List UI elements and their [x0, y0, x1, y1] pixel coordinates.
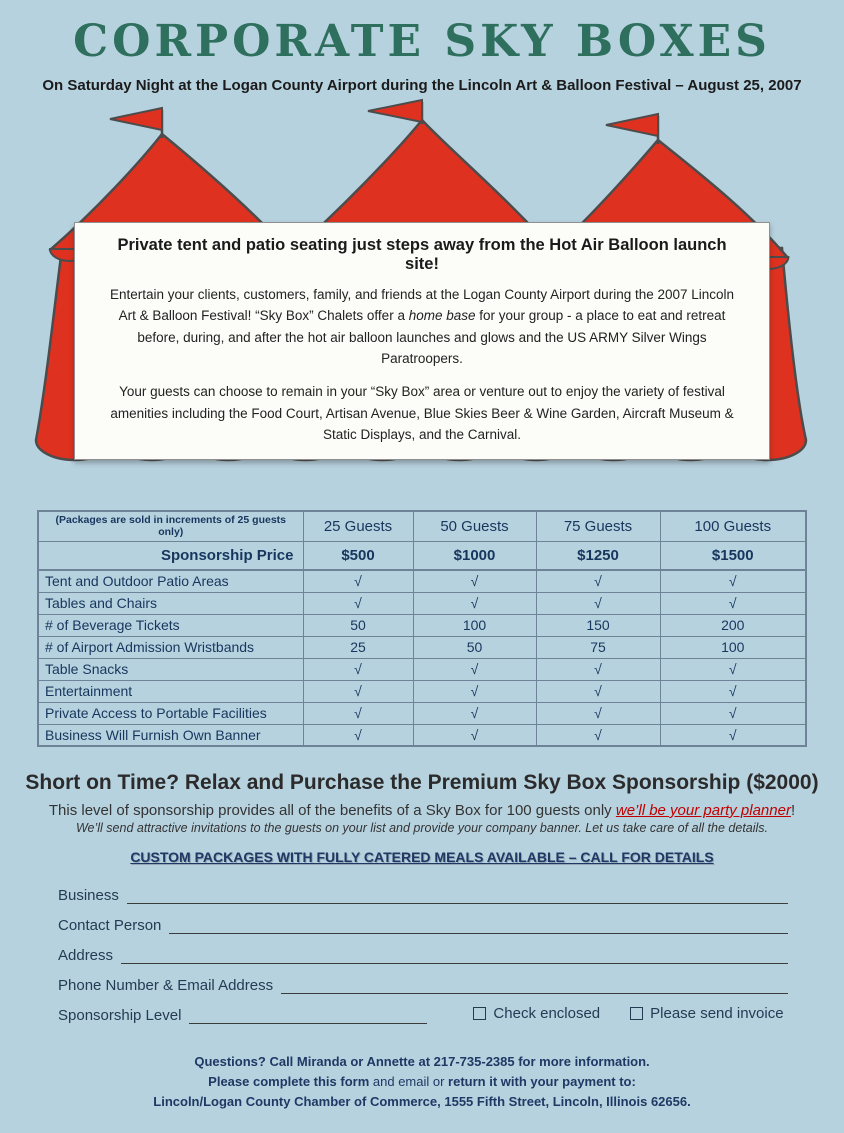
- feature-value: √: [303, 592, 413, 614]
- page-title: CORPORATE SKY BOXES: [73, 16, 771, 67]
- sponsorship-level-input-line[interactable]: [189, 1003, 427, 1024]
- tent-flag-icons: [110, 100, 658, 144]
- premium-line1-end: !: [790, 802, 796, 819]
- form-row-phone-email: [58, 973, 788, 994]
- subtitle: On Saturday Night at the Logan County Airport during the Lincoln Art & Balloon Festival – August 25, 2007: [42, 77, 802, 94]
- check-enclosed-checkbox[interactable]: [473, 1007, 486, 1020]
- table-row: [38, 724, 806, 746]
- premium-headline: Short on Time? Relax and Purchase the Premium Sky Box Sponsorship ($2000): [25, 771, 819, 794]
- feature-value: √: [660, 592, 806, 614]
- table-header-row: [38, 511, 806, 541]
- feature-value: √: [536, 592, 660, 614]
- footer-return-instructions-line: [0, 1072, 844, 1092]
- feature-value: √: [536, 702, 660, 724]
- feature-value: √: [660, 658, 806, 680]
- feature-value: √: [660, 702, 806, 724]
- contact-person-input-line[interactable]: [169, 913, 788, 934]
- price-value: $1500: [660, 541, 806, 570]
- price-row-label: Sponsorship Price: [38, 541, 303, 570]
- feature-value: √: [303, 658, 413, 680]
- contact-person-label: Contact Person: [58, 917, 162, 934]
- footer-line2-bold-end: return it with your payment to:: [444, 1074, 636, 1090]
- premium-line1-start: This level of sponsorship provides all of the benefits of a Sky Box for 100 guests only: [48, 802, 616, 819]
- feature-value: √: [413, 680, 536, 702]
- promo-paragraph-1: [109, 284, 735, 369]
- check-enclosed-label: Check enclosed: [493, 1005, 601, 1022]
- table-row: [38, 592, 806, 614]
- feature-value: 100: [413, 614, 536, 636]
- feature-value: √: [413, 724, 536, 746]
- feature-value: 25: [303, 636, 413, 658]
- phone-email-input-line[interactable]: [281, 973, 788, 994]
- feature-label: Tent and Outdoor Patio Areas: [38, 570, 303, 592]
- footer-line2-bold-start: Please complete this form: [208, 1074, 373, 1090]
- feature-value: √: [536, 570, 660, 592]
- custom-packages-note: CUSTOM PACKAGES WITH FULLY CATERED MEALS AVAILABLE – CALL FOR DETAILS: [130, 849, 714, 865]
- table-row: [38, 570, 806, 592]
- table-corner-note: (Packages are sold in increments of 25 guests only): [38, 511, 303, 541]
- feature-value: √: [413, 592, 536, 614]
- feature-value: √: [303, 680, 413, 702]
- promo-box: [74, 222, 770, 460]
- promo-paragraph-1-end: for your group - a place to eat and retreat before, during, and after the hot air balloon launches and glows and the US ARMY Silver Wings Paratroopers.: [137, 308, 726, 366]
- business-label: Business: [58, 887, 119, 904]
- feature-value: √: [413, 570, 536, 592]
- feature-label: Table Snacks: [38, 658, 303, 680]
- sponsorship-level-label: Sponsorship Level: [58, 1007, 182, 1024]
- send-invoice-option[interactable]: [630, 1005, 783, 1022]
- feature-value: √: [413, 658, 536, 680]
- price-value: $500: [303, 541, 413, 570]
- check-enclosed-option[interactable]: [473, 1005, 600, 1022]
- footer: [0, 1052, 844, 1112]
- feature-value: √: [303, 702, 413, 724]
- feature-label: Private Access to Portable Facilities: [38, 702, 303, 724]
- feature-value: 150: [536, 614, 660, 636]
- address-input-line[interactable]: [121, 943, 788, 964]
- feature-value: 200: [660, 614, 806, 636]
- form-row-business: [58, 883, 788, 904]
- sponsorship-price-row: [38, 541, 806, 570]
- feature-value: 50: [303, 614, 413, 636]
- promo-paragraph-2: Your guests can choose to remain in your “Sky Box” area or venture out to enjoy the variety of festival amenities including the Food Court, Artisan Avenue, Blue Skies Beer & Wine Garden, Aircraft Museum & Static Displays, and the Carnival.: [110, 384, 734, 442]
- premium-party-planner-highlight: we’ll be your party planner: [615, 802, 791, 819]
- form-row-contact-person: [58, 913, 788, 934]
- feature-label: Tables and Chairs: [38, 592, 303, 614]
- feature-value: √: [536, 658, 660, 680]
- footer-line2-normal: and email or: [372, 1074, 445, 1090]
- premium-description-line-2: We’ll send attractive invitations to the guests on your list and provide your company banner. Let us take care of all the details.: [75, 821, 769, 835]
- send-invoice-label: Please send invoice: [650, 1005, 784, 1022]
- send-invoice-checkbox[interactable]: [630, 1007, 643, 1020]
- table-row: [38, 658, 806, 680]
- form-row-sponsorship-level: [58, 1003, 788, 1024]
- feature-label: Entertainment: [38, 680, 303, 702]
- form-row-address: [58, 943, 788, 964]
- feature-value: 75: [536, 636, 660, 658]
- feature-value: √: [536, 724, 660, 746]
- feature-value: √: [660, 724, 806, 746]
- feature-label: Business Will Furnish Own Banner: [38, 724, 303, 746]
- table-row: [38, 614, 806, 636]
- feature-value: √: [303, 724, 413, 746]
- feature-value: √: [660, 570, 806, 592]
- feature-value: √: [536, 680, 660, 702]
- promo-paragraph-1-start: Entertain your clients, customers, family, and friends at the Logan County Airport during the 2007 Lincoln Art & Balloon Festival! “Sky Box” Chalets offer a: [109, 287, 735, 324]
- feature-label: # of Beverage Tickets: [38, 614, 303, 636]
- pricing-table: [37, 510, 807, 747]
- column-header-25-guests: 25 Guests: [303, 511, 413, 541]
- table-row: [38, 702, 806, 724]
- phone-email-label: Phone Number & Email Address: [58, 977, 274, 994]
- premium-description-line-1: [0, 802, 844, 819]
- feature-value: √: [413, 702, 536, 724]
- price-value: $1250: [536, 541, 660, 570]
- feature-value: √: [303, 570, 413, 592]
- table-row: [38, 680, 806, 702]
- column-header-50-guests: 50 Guests: [413, 511, 536, 541]
- business-input-line[interactable]: [127, 883, 788, 904]
- address-label: Address: [58, 947, 114, 964]
- footer-address-line: Lincoln/Logan County Chamber of Commerce, 1555 Fifth Street, Lincoln, Illinois 62656.: [153, 1094, 691, 1110]
- feature-label: # of Airport Admission Wristbands: [38, 636, 303, 658]
- feature-value: 100: [660, 636, 806, 658]
- promo-paragraph-1-emphasis: home base: [408, 308, 476, 324]
- column-header-100-guests: 100 Guests: [660, 511, 806, 541]
- price-value: $1000: [413, 541, 536, 570]
- promo-headline: Private tent and patio seating just steps away from the Hot Air Balloon launch site!: [117, 236, 727, 273]
- signup-form: [58, 883, 788, 1024]
- feature-value: √: [660, 680, 806, 702]
- premium-section: [0, 771, 844, 865]
- tent-illustration-area: [0, 98, 844, 494]
- table-row: [38, 636, 806, 658]
- column-header-75-guests: 75 Guests: [536, 511, 660, 541]
- feature-value: 50: [413, 636, 536, 658]
- footer-questions-line: Questions? Call Miranda or Annette at 217-735-2385 for more information.: [194, 1054, 650, 1069]
- payment-options: [473, 1005, 783, 1024]
